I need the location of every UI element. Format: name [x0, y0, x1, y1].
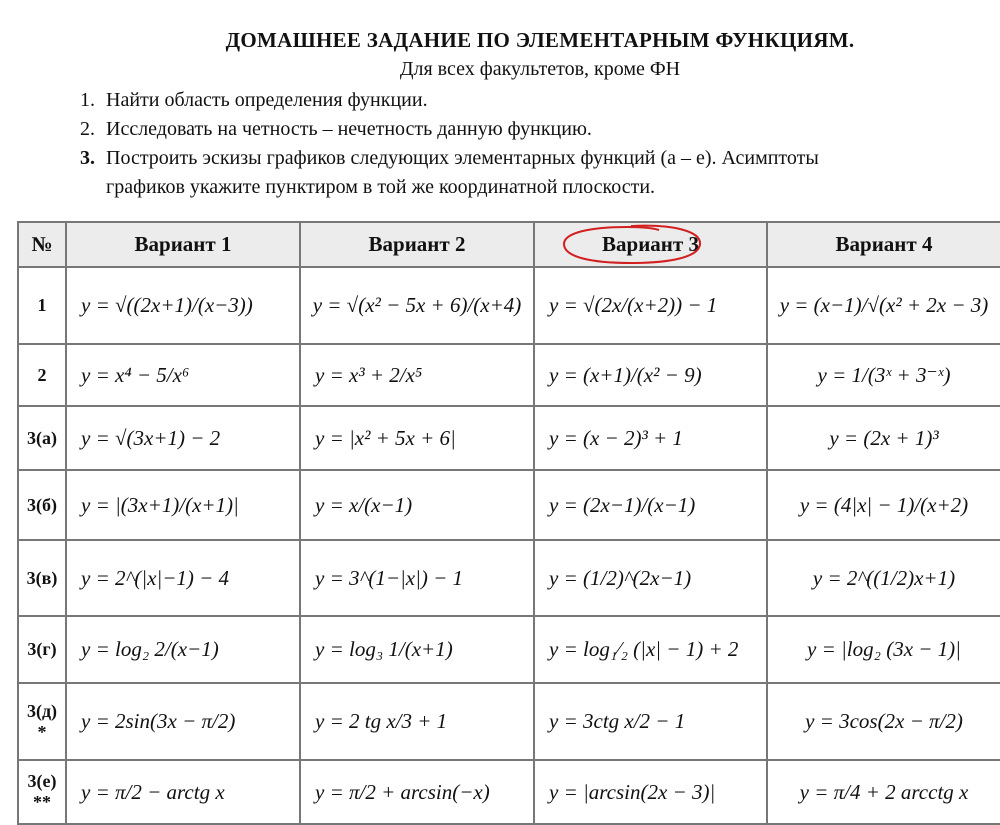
formula-cell: y = log₁⁄₂ (|x| − 1) + 2	[534, 616, 767, 683]
instruction-line-1: Построить эскизы графиков следующих элементарных функций (а – е). Асимптоты	[106, 147, 819, 169]
table-row	[18, 616, 1000, 683]
row-label	[18, 683, 66, 760]
instruction-line-2: графиков укажите пунктиром в той же координатной плоскости.	[106, 176, 656, 198]
formula-cell: y = √(x² − 5x + 6)/(x+4)	[300, 267, 534, 344]
instruction-number: 1.	[80, 89, 95, 111]
formula-cell: y = log₃ 1/(x+1)	[300, 616, 534, 683]
formula-cell: y = 2 tg x/3 + 1	[300, 683, 534, 760]
formula-cell: y = (2x−1)/(x−1)	[534, 470, 767, 540]
header-variant-4: Вариант 4	[767, 222, 1000, 267]
formula-cell: y = |(3x+1)/(x+1)|	[66, 470, 300, 540]
formula-cell: y = 2^((1/2)x+1)	[767, 540, 1000, 616]
table-row	[18, 760, 1000, 824]
header-variant-3: Вариант 3	[534, 222, 767, 267]
table-row	[18, 540, 1000, 616]
formula-cell: y = (2x + 1)³	[767, 406, 1000, 470]
instruction-number: 2.	[80, 118, 95, 140]
formula-cell: y = x⁴ − 5/x⁶	[66, 344, 300, 406]
formula-cell: y = (4|x| − 1)/(x+2)	[767, 470, 1000, 540]
formula-cell: y = 3cos(2x − π/2)	[767, 683, 1000, 760]
header-variant-2: Вариант 2	[300, 222, 534, 267]
row-label	[18, 760, 66, 824]
table-row	[18, 683, 1000, 760]
formula-cell: y = √(3x+1) − 2	[66, 406, 300, 470]
formula-cell: y = 2^(|x|−1) − 4	[66, 540, 300, 616]
formula-cell: y = (x − 2)³ + 1	[534, 406, 767, 470]
instruction-text: Исследовать на четность – нечетность данную функцию.	[106, 118, 592, 140]
formula-cell: y = 3ctg x/2 − 1	[534, 683, 767, 760]
instruction-2	[80, 115, 592, 144]
row-label: 2	[18, 344, 66, 406]
red-circle-annotation	[561, 223, 703, 265]
instruction-3	[80, 144, 819, 198]
page-title: ДОМАШНЕЕ ЗАДАНИЕ ПО ЭЛЕМЕНТАРНЫМ ФУНКЦИЯМ.	[225, 28, 855, 52]
formula-cell: y = 1/(3ˣ + 3⁻ˣ)	[767, 344, 1000, 406]
row-label-mark: **	[33, 792, 51, 812]
formula-cell: y = 3^(1−|x|) − 1	[300, 540, 534, 616]
table-row	[18, 406, 1000, 470]
formula-cell: y = √(2x/(x+2)) − 1	[534, 267, 767, 344]
formula-cell: y = π/2 + arcsin(−x)	[300, 760, 534, 824]
formula-cell: y = |arcsin(2x − 3)|	[534, 760, 767, 824]
instruction-text	[106, 144, 996, 202]
instruction-1	[80, 86, 428, 115]
formula-cell: y = π/2 − arctg x	[66, 760, 300, 824]
formula-cell: y = (x+1)/(x² − 9)	[534, 344, 767, 406]
row-label-text: 3(д)	[26, 700, 58, 721]
row-label-text: 3(е)	[27, 771, 57, 791]
row-label-mark: *	[37, 721, 47, 742]
assignment-table	[17, 221, 1000, 825]
row-label: 3(а)	[18, 406, 66, 470]
formula-cell: y = √((2x+1)/(x−3))	[66, 267, 300, 344]
formula-cell: y = (1/2)^(2x−1)	[534, 540, 767, 616]
row-label: 3(в)	[18, 540, 66, 616]
row-label: 3(б)	[18, 470, 66, 540]
formula-cell: y = x/(x−1)	[300, 470, 534, 540]
page-subtitle: Для всех факультетов, кроме ФН	[399, 58, 681, 80]
formula-cell: y = (x−1)/√(x² + 2x − 3)	[767, 267, 1000, 344]
instruction-text: Найти область определения функции.	[106, 89, 428, 111]
row-label: 3(г)	[18, 616, 66, 683]
instruction-number: 3.	[80, 147, 95, 169]
row-label: 1	[18, 267, 66, 344]
formula-cell: y = log₂ 2/(x−1)	[66, 616, 300, 683]
formula-cell: y = 2sin(3x − π/2)	[66, 683, 300, 760]
header-number: №	[18, 222, 66, 267]
table-row	[18, 470, 1000, 540]
table-header-row	[18, 222, 1000, 267]
formula-cell: y = |x² + 5x + 6|	[300, 406, 534, 470]
formula-cell: y = |log₂ (3x − 1)|	[767, 616, 1000, 683]
formula-cell: y = x³ + 2/x⁵	[300, 344, 534, 406]
table-row	[18, 344, 1000, 406]
header-variant-1: Вариант 1	[66, 222, 300, 267]
formula-cell: y = π/4 + 2 arcctg x	[767, 760, 1000, 824]
table-row	[18, 267, 1000, 344]
